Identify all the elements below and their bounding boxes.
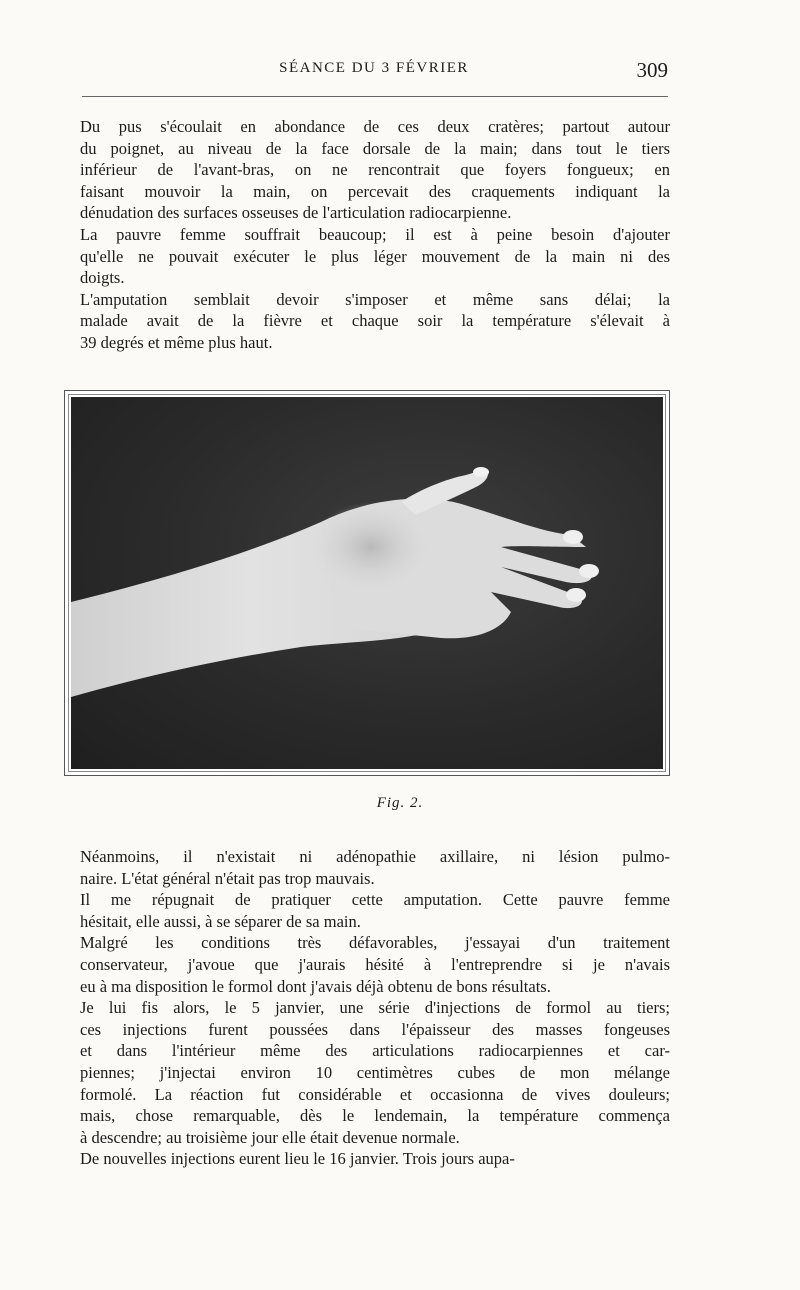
- paragraph: [80, 1148, 670, 1170]
- header-rule: [82, 96, 668, 97]
- text-line: mais, chose remarquable, dès le lendemain, la température commença: [80, 1106, 670, 1126]
- running-title: SÉANCE DU 3 FÉVRIER: [279, 60, 469, 76]
- text-line: La pauvre femme souffrait beaucoup; il est à peine besoin d'ajouter: [80, 224, 670, 244]
- figure-caption: Fig. 2.: [376, 795, 424, 811]
- figure-frame: [64, 390, 670, 776]
- text-line: ces injections furent poussées dans l'épaisseur des masses fongeuses: [80, 1019, 670, 1039]
- text-line: 39 degrés et même plus haut.: [80, 332, 273, 352]
- text-line: faisant mouvoir la main, on percevait des craquements indiquant la: [80, 181, 670, 201]
- text-line: Du pus s'écoulait en abondance de ces deux cratères; partout autour: [80, 117, 670, 136]
- text-line: Malgré les conditions très défavorables, j'essayai d'un traitement: [80, 933, 670, 953]
- body-text-bottom: [80, 846, 670, 1170]
- text-line: eu à ma disposition le formol dont j'avais déjà obtenu de bons résultats.: [80, 976, 551, 996]
- text-line: malade avait de la fièvre et chaque soir la température s'élevait à: [80, 311, 670, 331]
- text-line: inférieur de l'avant-bras, on ne rencontrait que foyers fongueux; en: [80, 160, 670, 180]
- paragraph: [80, 224, 670, 289]
- text-line: naire. L'état général n'était pas trop mauvais.: [80, 868, 375, 888]
- text-line: à descendre; au troisième jour elle était devenue normale.: [80, 1127, 460, 1147]
- text-line: conservateur, j'avoue que j'aurais hésité à l'entreprendre si je n'avais: [80, 954, 670, 974]
- paragraph: [80, 889, 670, 932]
- paragraph: [80, 289, 670, 354]
- text-line: qu'elle ne pouvait exécuter le plus léger mouvement de la main ni des: [80, 246, 670, 266]
- hand-photograph: [71, 397, 663, 769]
- paragraph: [80, 846, 670, 889]
- text-line: hésitait, elle aussi, à se séparer de sa main.: [80, 911, 361, 931]
- text-line: doigts.: [80, 268, 125, 288]
- body-text-top: [80, 116, 670, 354]
- text-line: et dans l'intérieur même des articulations radiocarpiennes et car-: [80, 1041, 670, 1061]
- text-line: L'amputation semblait devoir s'imposer et même sans délai; la: [80, 289, 670, 309]
- text-line: du poignet, au niveau de la face dorsale de la main; dans tout le tiers: [80, 138, 670, 158]
- text-line: Il me répugnait de pratiquer cette amputation. Cette pauvre femme: [80, 890, 670, 910]
- page-header: [80, 58, 668, 88]
- text-line: piennes; j'injectai environ 10 centimètres cubes de mon mélange: [80, 1062, 670, 1082]
- text-line: formolé. La réaction fut considérable et occasionna de vives douleurs;: [80, 1084, 670, 1104]
- text-line: Néanmoins, il n'existait ni adénopathie axillaire, ni lésion pulmo-: [80, 847, 670, 866]
- paragraph: [80, 116, 670, 224]
- text-line: Je lui fis alors, le 5 janvier, une série d'injections de formol au tiers;: [80, 998, 670, 1018]
- text-line: De nouvelles injections eurent lieu le 16 janvier. Trois jours aupa-: [80, 1149, 515, 1169]
- paragraph: [80, 997, 670, 1148]
- text-line: dénudation des surfaces osseuses de l'articulation radiocarpienne.: [80, 203, 512, 223]
- page-number: 309: [636, 58, 668, 82]
- hand-illustration: [71, 397, 663, 769]
- paragraph: [80, 932, 670, 997]
